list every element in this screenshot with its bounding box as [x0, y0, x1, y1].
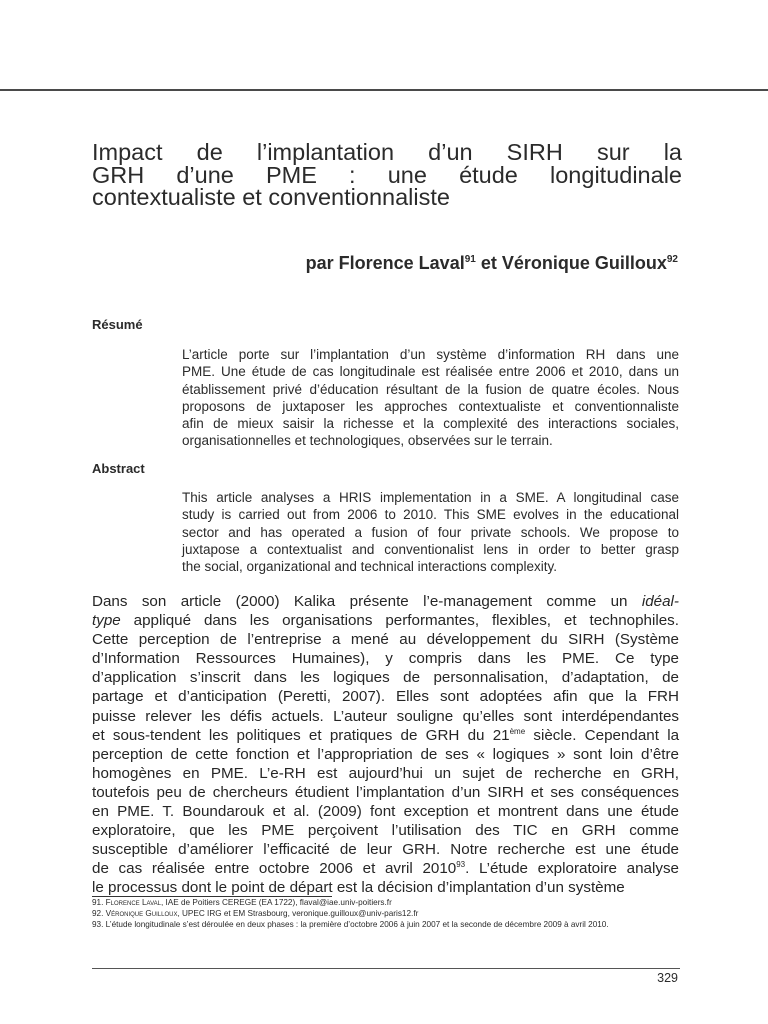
footnote-92: [92, 908, 682, 919]
footnote-number: 92.: [92, 909, 106, 918]
title-line: contextualiste et conventionnaliste: [92, 184, 450, 210]
resume-text: [182, 346, 679, 450]
footnote-text: , IAE de Poitiers CEREGE (EA 1722), flaval@iae.univ-poitiers.fr: [160, 898, 392, 907]
body-paragraph: [92, 592, 679, 898]
body-line: [92, 592, 679, 611]
article-title: [92, 141, 682, 209]
body-line: exploratoire, que les PME perçoivent l’utilisation des TIC en GRH comme: [92, 822, 679, 840]
body-line: le processus dont le point de départ est la décision d’implantation d’un système: [92, 879, 625, 897]
footnote-ref-92[interactable]: 92: [666, 254, 678, 265]
resume-line: PME. Une étude de cas longitudinale est réalisée entre 2006 et 2010, dans un: [182, 364, 679, 380]
abstract-text: [182, 489, 679, 575]
body-text-run: . L’étude exploratoire analyse: [465, 860, 679, 878]
body-line: d’application s’inscrit dans les logiques de personnalisation, d’adaptation, de: [92, 669, 679, 687]
body-line: Cette perception de l’entreprise a mené au développement du SIRH (Système: [92, 631, 679, 649]
abstract-line: juxtapose a contextualist and conventionalist lens in order to better grasp: [182, 541, 679, 557]
resume-line: proposons de juxtaposer les approches contextualiste et conventionnaliste: [182, 398, 679, 414]
footnote-93: 93. L’étude longitudinale s’est déroulée en deux phases : la première d’octobre 2006 à juin 2007 et la seconde de décembre 2009 à avril 2010.: [92, 920, 609, 929]
body-italic-run: idéal-: [641, 593, 679, 610]
footnote-number: 91.: [92, 898, 106, 907]
page-number: 329: [657, 971, 678, 985]
body-line: en PME. T. Boundarouk et al. (2009) font exception et montrent dans une étude: [92, 803, 679, 821]
abstract-line: sector and has operated a fusion of four private schools. We propose to: [182, 524, 679, 540]
author-laval: par Florence Laval: [305, 253, 465, 273]
header-rule: [0, 89, 768, 91]
body-text-run: siècle. Cependant la: [525, 726, 680, 744]
footnote-author: Véronique Guilloux: [105, 909, 178, 918]
footnote-text: , UPEC IRG et EM Strasbourg, veronique.guilloux@univ-paris12.fr: [177, 909, 419, 918]
body-text-run: Dans son article (2000) Kalika présente l’e-management comme un: [92, 593, 642, 610]
body-text-run: et sous-tendent les politiques et pratiques de GRH du 21: [92, 726, 510, 744]
abstract-heading: Abstract: [92, 461, 145, 476]
footer-rule: [92, 968, 680, 969]
footnote-ref-93[interactable]: 93: [456, 860, 466, 870]
body-italic-run: type: [92, 612, 121, 630]
title-line: GRH d’une PME : une étude longitudinale: [92, 161, 682, 188]
body-text-run: appliqué dans les organisations performantes, flexibles, et technophiles.: [120, 612, 679, 630]
author-guilloux: et Véronique Guilloux: [475, 253, 667, 273]
abstract-line: the social, organizational and technical interactions complexity.: [182, 559, 557, 575]
body-line: [92, 726, 679, 745]
resume-line: L’article porte sur l’implantation d’un système d’information RH dans une: [182, 347, 679, 362]
author-line: [306, 253, 678, 274]
footnote-ref-91[interactable]: 91: [464, 254, 476, 265]
resume-heading: Résumé: [92, 317, 143, 332]
body-line: puisse relever les défis actuels. L’auteur souligne qu’elles sont interdépendantes: [92, 707, 679, 725]
footnote-91: [92, 897, 682, 908]
title-line: Impact de l’implantation d’un SIRH sur la: [92, 139, 682, 165]
superscript: ème: [509, 726, 526, 736]
body-line: [92, 859, 679, 878]
body-line: susceptible d’améliorer l’efficacité de leur GRH. Notre recherche est une étude: [92, 841, 679, 859]
resume-line: afin de mieux saisir la richesse et la complexité des interactions sociales,: [182, 416, 679, 432]
body-line: toutefois peu de chercheurs étudient l’implantation d’un SIRH et ses conséquences: [92, 783, 679, 801]
body-text-run: de cas réalisée entre octobre 2006 et avril 2010: [92, 860, 457, 878]
body-line: partage et d’anticipation (Peretti, 2007). Elles sont adoptées afin que la FRH: [92, 688, 679, 706]
resume-line: organisationnelles et technologiques, observées sur le terrain.: [182, 433, 553, 449]
abstract-line: This article analyses a HRIS implementation in a SME. A longitudinal case: [182, 490, 679, 505]
abstract-line: study is carried out from 2006 to 2010. This SME evolves in the educational: [182, 507, 679, 523]
body-line: [92, 611, 679, 630]
footnotes: [92, 897, 682, 930]
body-line: perception de cette fonction et l’appropriation de ses « logiques » sont loin d’être: [92, 745, 679, 763]
resume-line: établissement privé d’éducation résultant de la fusion de quatre écoles. Nous: [182, 381, 679, 397]
footnote-author: Florence Laval: [105, 898, 161, 907]
body-line: d’Information Ressources Humaines), y compris dans les PME. Ce type: [92, 650, 679, 668]
body-line: homogènes en PME. L’e-RH est aujourd’hui un sujet de recherche en GRH,: [92, 764, 679, 782]
